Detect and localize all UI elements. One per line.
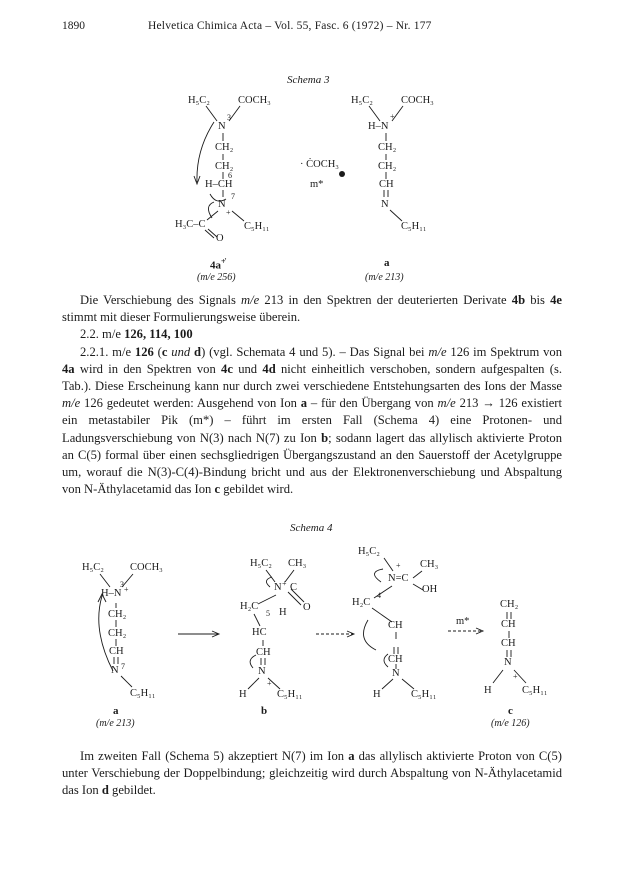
- p2-s3: (: [153, 344, 162, 359]
- p2-s1: 2.2.1. m/e: [80, 344, 135, 359]
- p3-t1: Im zweiten Fall (Schema 5) akzeptiert N(7) im Ion: [80, 749, 349, 763]
- s3-left-ch2-a: CH₂: [215, 142, 234, 153]
- p2-s25: gebildet wird.: [220, 482, 294, 497]
- p2-s11: wird in den Spektren von: [74, 361, 222, 376]
- s4-t-plus: +: [396, 561, 401, 570]
- s3-right-plus: +: [390, 112, 395, 121]
- p3-t2: das allylisch aktivierte Proton von C(5) unter Verschiebung der Doppelbindung; gleichzeitig wird durch Abspaltung von N-Äthylacetamid das Ion: [62, 749, 562, 798]
- s4-c-ch2: CH₂: [500, 599, 519, 610]
- s3-right-ch2-b: CH₂: [378, 161, 397, 172]
- p2-s6: d: [194, 344, 202, 359]
- paragraph-3: [62, 748, 562, 800]
- s4-t-h2c: H₂C: [352, 597, 371, 608]
- p2-s19: – für den Übergang von: [307, 396, 438, 411]
- s3-right-coch3: COCH₃: [401, 95, 434, 106]
- s4-t-pos4: 4: [377, 591, 381, 600]
- s4-b-o: O: [303, 602, 311, 613]
- s3-left-pos7: 7: [231, 192, 235, 201]
- s4-t-n: N=C: [388, 573, 409, 584]
- p2-s5: und: [167, 344, 195, 359]
- s4-t-ch-b: CH: [388, 654, 403, 665]
- s4-a-ch2-a: CH₂: [108, 609, 127, 620]
- p2-s23: ; sodann lagert das allylisch aktivierte Proton an C(5) formal über einen sechsgliedrigen Übergangszustand an den Sauerstoff der Acetylgruppe um, worauf die N(3)-C(4)-Bindung bricht und aus der Elektronenverschiebung und Abspaltung von N-Äthylacetamid das Ion: [62, 430, 562, 497]
- s3-left-plus: +: [226, 208, 231, 217]
- p1-b1: 4b: [511, 293, 526, 307]
- s4-a-plus: +: [124, 585, 129, 594]
- s3-left-coch3: COCH₃: [238, 95, 271, 106]
- s4-c-mz: (m/e 126): [491, 718, 530, 729]
- s3-left-n7: N: [218, 199, 226, 210]
- p2-s20: m/e: [437, 396, 456, 411]
- s3-mstar: m*: [310, 179, 324, 190]
- s4-t-ch-a: CH: [388, 620, 403, 631]
- schema3-caption: Schema 3: [287, 74, 330, 86]
- p2-s10: 4a: [62, 361, 75, 376]
- p2-s14: 4d: [262, 361, 276, 376]
- s3-right-label: a: [384, 257, 390, 269]
- s4-c-ch-b: CH: [501, 638, 516, 649]
- s4-a-pos3: 3: [120, 580, 124, 589]
- schema4-caption: Schema 4: [290, 522, 333, 534]
- s3-left-n3: N: [218, 121, 226, 132]
- s3-left-label-sup: +̇: [221, 257, 226, 266]
- s4-c-plus: +: [513, 672, 518, 681]
- s4-b-hbot: H: [239, 689, 247, 700]
- p2-s8: m/e: [428, 344, 447, 359]
- p1-t1: Die Verschiebung des Signals: [80, 293, 242, 307]
- s4-t-n2: N: [392, 668, 400, 679]
- s3-left-mz: (m/e 256): [197, 272, 236, 283]
- s3-left-c5h11: C₅H₁₁: [244, 221, 270, 232]
- s3-left-hch: H–CH: [205, 179, 233, 190]
- p2-s13: und: [232, 361, 263, 376]
- p1-t3: bis: [525, 293, 551, 307]
- p2-s12: 4c: [221, 361, 233, 376]
- p2-s24: c: [214, 482, 221, 497]
- s3-left-pos3: 3: [227, 113, 231, 122]
- s4-a-ch2-b: CH₂: [108, 628, 127, 639]
- s4-t-oh: OH: [422, 584, 438, 595]
- p2-s7: ) (vgl. Schemata 4 und 5). – Das Signal bei: [201, 344, 429, 359]
- s4-a-h5c2: H₅C₂: [82, 562, 104, 573]
- p2-s17: 126 gedeutet werden: Ausgehend von Ion: [80, 396, 301, 411]
- s4-c-label: c: [508, 705, 513, 717]
- s4-a-mz: (m/e 213): [96, 718, 135, 729]
- s3-right-c5h11: C₅H₁₁: [401, 221, 427, 232]
- p2-s9: 126 im Spektrum von: [446, 344, 563, 359]
- p1-t2: 213 in den Spektren der deuterierten Derivate: [259, 293, 512, 307]
- s3-right-h5c2: H₅C₂: [351, 95, 373, 106]
- p1-b2: 4e: [550, 293, 562, 307]
- s3-left-ch2-b: CH₂: [215, 161, 234, 172]
- s4-b-c5h11: C₅H₁₁: [277, 689, 303, 700]
- p3-t3: gebildet.: [108, 783, 156, 798]
- s4-mstar: m*: [456, 616, 470, 627]
- s3-right-n: N: [381, 199, 389, 210]
- s4-a-n7: N: [111, 665, 119, 676]
- s4-b-h2c: H₂C: [240, 601, 259, 612]
- s3-left-o: O: [216, 233, 224, 244]
- sec22-t1: 2.2. m/e: [80, 327, 125, 342]
- s4-c-c5h11: C₅H₁₁: [522, 685, 548, 696]
- s4-b-ch3: CH₃: [288, 558, 307, 569]
- s4-t-h5c2: H₅C₂: [358, 546, 380, 557]
- p2-s21: 213 → 126 existiert ein metastabiler Pik (m*) – führt im ersten Fall (Schema 4) eine Protonen- und Ladungsverschiebung von N(3) nach N(7) zu Ion: [62, 396, 563, 445]
- s3-right-mz: (m/e 213): [365, 272, 404, 283]
- s4-a-hn: H–N: [101, 588, 122, 599]
- s3-left-pos6: 6: [228, 171, 232, 180]
- s4-t-ch3: CH₃: [420, 559, 439, 570]
- s3-acetyl-radical: · ĊOCH₃: [300, 159, 339, 170]
- s3-left-label-text: 4a: [210, 259, 221, 272]
- s4-b-plus-n: +: [282, 579, 287, 588]
- p2-s4: c: [161, 344, 168, 359]
- p3-b2: d: [101, 783, 109, 798]
- s4-b-hc: HC: [252, 627, 267, 638]
- p1-t4: stimmt mit dieser Formulierungsweise überein.: [62, 310, 301, 325]
- page-number: 1890: [62, 20, 85, 32]
- s4-a-pos7: 7: [121, 662, 125, 671]
- sec22-b: 126, 114, 100: [124, 327, 193, 342]
- s4-a-ch: CH: [109, 646, 124, 657]
- s4-b-n: N: [274, 582, 282, 593]
- s4-a-label: a: [113, 705, 119, 717]
- p2-s16: m/e: [62, 396, 81, 411]
- s4-b-c: C: [290, 582, 298, 593]
- s4-t-c5h11: C₅H₁₁: [411, 689, 437, 700]
- p2-s22: b: [321, 430, 329, 445]
- p3-b1: a: [348, 749, 355, 763]
- s3-right-ch: CH: [379, 179, 394, 190]
- p2-s18: a: [300, 396, 308, 411]
- s4-a-c5h11: C₅H₁₁: [130, 688, 156, 699]
- s4-b-n2: N: [258, 666, 266, 677]
- p1-mz: m/e: [241, 293, 260, 307]
- running-title: Helvetica Chimica Acta – Vol. 55, Fasc. 6 (1972) – Nr. 177: [148, 20, 432, 32]
- s4-c-n: N: [504, 657, 512, 668]
- s4-b-pos5: 5: [266, 609, 270, 618]
- s3-left-h5c2: H₅C₂: [188, 95, 210, 106]
- s3-right-ch2-a: CH₂: [378, 142, 397, 153]
- s4-t-hbot: H: [373, 689, 381, 700]
- s4-c-ch-a: CH: [501, 619, 516, 630]
- p2-s2: 126: [134, 344, 154, 359]
- s3-right-hn: H–N: [368, 121, 389, 132]
- s4-b-plus: +: [267, 679, 272, 688]
- s4-b-ch: CH: [256, 647, 271, 658]
- p2-s15: nicht einheitlich verschoben, sondern aufgespalten (s. Tab.). Diese Erscheinung kann nur durch zwei verschiedene Entstehungsarten des Ions der Masse: [62, 361, 562, 394]
- s3-left-h3cc: H₃C–C: [175, 219, 206, 230]
- s4-c-h: H: [484, 685, 492, 696]
- s4-b-h5c2: H₅C₂: [250, 558, 272, 569]
- s4-b-h: H: [279, 607, 287, 618]
- body-text-2: [62, 748, 562, 800]
- s4-a-coch3: COCH₃: [130, 562, 163, 573]
- s4-b-label: b: [261, 705, 268, 717]
